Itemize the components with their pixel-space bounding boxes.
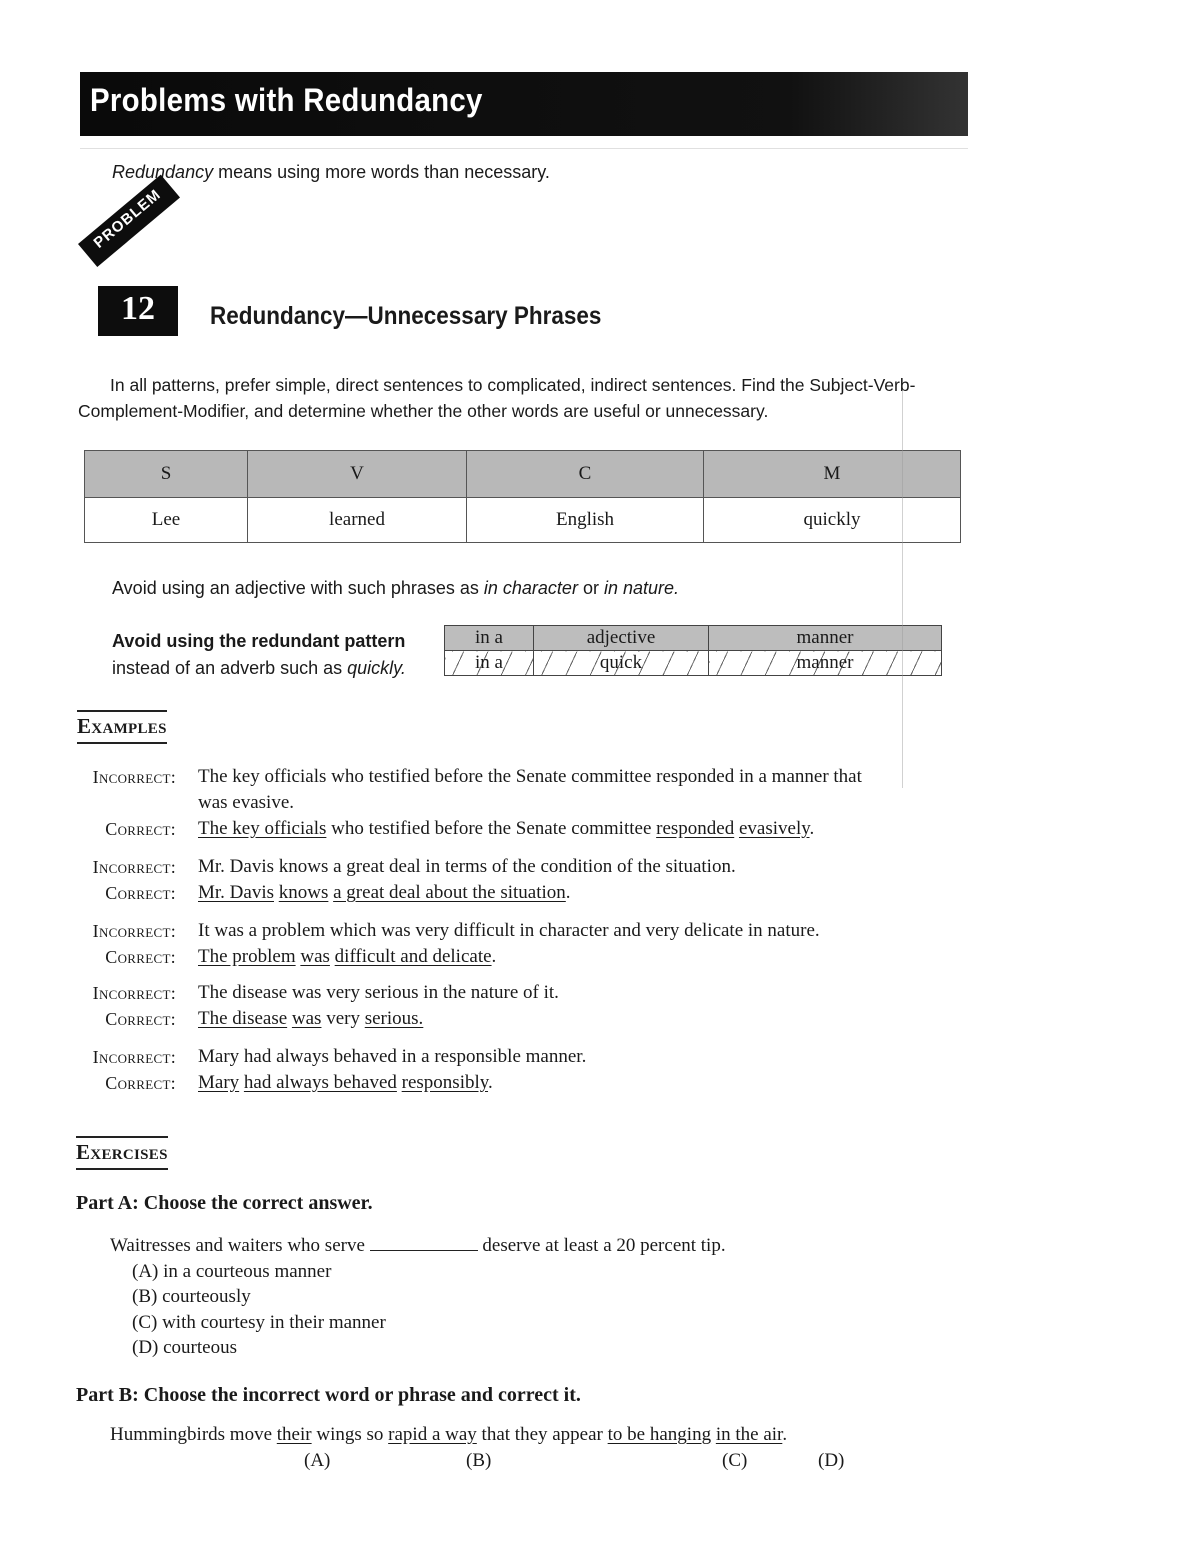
intro-term: Redundancy <box>112 162 214 182</box>
correct-label: Correct: <box>105 819 176 839</box>
complement: difficult and delicate <box>334 946 492 967</box>
example-4-incorrect: The disease was very serious in the nature of it. <box>198 982 559 1003</box>
svcm-value-v: learned <box>248 498 467 543</box>
modifier: responsibly <box>401 1072 489 1093</box>
svcm-value-s: Lee <box>85 498 248 543</box>
complement: a great deal about the situation <box>333 882 566 903</box>
choice-d-phrase[interactable]: in the air <box>715 1424 783 1445</box>
incorrect-label: Incorrect: <box>92 983 176 1003</box>
pattern-value-in-a: in a <box>445 651 534 676</box>
subject: Mr. Davis <box>198 882 274 903</box>
option-d[interactable]: (D) courteous <box>132 1337 237 1358</box>
example-4-correct <box>198 1006 978 1032</box>
option-a[interactable]: (A) in a courteous manner <box>132 1260 332 1282</box>
chapter-banner <box>80 72 968 136</box>
text: wings so <box>311 1424 389 1445</box>
verb: had always behaved <box>243 1072 397 1093</box>
subject: The key officials <box>198 818 327 839</box>
phrase-in-character: in character <box>483 578 578 598</box>
svcm-header-m: M <box>704 451 961 498</box>
choice-a-phrase[interactable]: their <box>276 1424 312 1445</box>
question-text-after: deserve at least a 20 percent tip. <box>477 1235 726 1256</box>
question-text-before: Waitresses and waiters who serve <box>110 1235 370 1256</box>
verb: responded <box>656 818 735 839</box>
example-2-correct <box>198 880 978 906</box>
subject: The problem <box>198 946 296 967</box>
part-a-title: Part A: Choose the correct answer. <box>76 1192 373 1214</box>
chapter-title: Problems with Redundancy <box>90 82 483 118</box>
problem-badge <box>98 286 178 336</box>
avoid-pattern-heading: Avoid using the redundant pattern <box>112 631 406 651</box>
example-3-incorrect: It was a problem which was very difficult in character and very delicate in nature. <box>198 920 820 941</box>
adverb-quickly: quickly. <box>347 658 406 678</box>
choice-a-letter: (A) <box>304 1450 331 1471</box>
incorrect-label: Incorrect: <box>92 857 176 877</box>
incorrect-label: Incorrect: <box>92 1047 176 1067</box>
problem-number: 12 <box>121 290 155 327</box>
svcm-header-v: V <box>248 451 467 498</box>
verb: was <box>300 946 330 967</box>
pattern-value-quick: quick <box>534 651 709 676</box>
scan-artifact-line <box>80 148 968 149</box>
problem-badge-tab <box>78 175 180 267</box>
avoid-adjective-or: or <box>577 578 604 598</box>
intro-text: means using more words than necessary. <box>213 162 550 182</box>
pattern-value-manner: manner <box>709 651 942 676</box>
correct-label: Correct: <box>105 947 176 967</box>
examples-heading: Examples <box>77 710 167 744</box>
redundant-pattern-table <box>444 625 942 676</box>
svcm-value-m: quickly <box>704 498 961 543</box>
choice-b-phrase[interactable]: rapid a way <box>388 1424 477 1445</box>
intro-definition <box>112 162 550 183</box>
subject: Mary <box>198 1072 240 1093</box>
modifier: evasively <box>738 818 810 839</box>
choice-c-phrase[interactable]: to be hanging <box>607 1424 712 1445</box>
correct-label: Correct: <box>105 1009 176 1029</box>
avoid-pattern-note <box>112 628 406 682</box>
example-5-correct <box>198 1070 978 1096</box>
paragraph-text: In all patterns, prefer simple, direct sentences to complicated, indirect sentences. Find the Subject-Verb-Complement-Modifier, and determine whether the other words are useful or unnecessary. <box>78 375 916 421</box>
answer-blank <box>370 1232 478 1251</box>
correct-label: Correct: <box>105 883 176 903</box>
svcm-header-c: C <box>467 451 704 498</box>
exercises-heading: Exercises <box>76 1136 168 1170</box>
pattern-header-manner: manner <box>709 626 942 651</box>
example-3-correct <box>198 944 978 970</box>
text: Hummingbirds move <box>110 1424 277 1445</box>
part-a-question <box>110 1232 726 1361</box>
svcm-value-c: English <box>467 498 704 543</box>
example-1-incorrect-line2: was evasive. <box>198 792 295 813</box>
example-1-correct <box>198 816 978 842</box>
text: . <box>491 946 497 967</box>
avoid-pattern-text: instead of an adverb such as <box>112 658 348 678</box>
incorrect-label: Incorrect: <box>92 921 176 941</box>
verb: was <box>291 1008 322 1029</box>
phrase-in-nature: in nature. <box>603 578 680 598</box>
scan-artifact-line <box>902 390 903 788</box>
svcm-table <box>84 450 961 543</box>
text: . <box>782 1424 788 1445</box>
example-1-incorrect-line1: The key officials who testified before the Senate committee responded in a manner that <box>198 766 862 787</box>
subject: The disease <box>198 1008 288 1029</box>
avoid-adjective-note <box>112 578 679 599</box>
text: very <box>321 1008 365 1029</box>
intro-paragraph <box>78 372 973 424</box>
correct-label: Correct: <box>105 1073 176 1093</box>
avoid-adjective-text: Avoid using an adjective with such phrases as <box>112 578 484 598</box>
choice-b-letter: (B) <box>466 1450 492 1471</box>
svcm-header-s: S <box>85 451 248 498</box>
verb: knows <box>278 882 329 903</box>
problem-title: Redundancy—Unnecessary Phrases <box>210 302 602 330</box>
text: . <box>565 882 571 903</box>
pattern-header-in-a: in a <box>445 626 534 651</box>
text: who testified before the Senate committee <box>326 818 657 839</box>
option-b[interactable]: (B) courteously <box>132 1286 251 1307</box>
option-c[interactable]: (C) with courtesy in their manner <box>132 1311 386 1333</box>
choice-c-letter: (C) <box>722 1450 748 1471</box>
incorrect-label: Incorrect: <box>92 767 176 787</box>
choice-d-letter: (D) <box>818 1450 845 1471</box>
example-5-incorrect: Mary had always behaved in a responsible manner. <box>198 1046 587 1067</box>
text: . <box>809 818 815 839</box>
pattern-header-adjective: adjective <box>534 626 709 651</box>
part-b-title: Part B: Choose the incorrect word or phrase and correct it. <box>76 1384 581 1406</box>
example-2-incorrect: Mr. Davis knows a great deal in terms of the condition of the situation. <box>198 856 736 877</box>
text: that they appear <box>476 1424 608 1445</box>
text: . <box>488 1072 493 1093</box>
part-b-sentence <box>110 1424 787 1446</box>
problem-badge-label: PROBLEM <box>90 185 165 252</box>
complement: serious. <box>364 1008 424 1029</box>
